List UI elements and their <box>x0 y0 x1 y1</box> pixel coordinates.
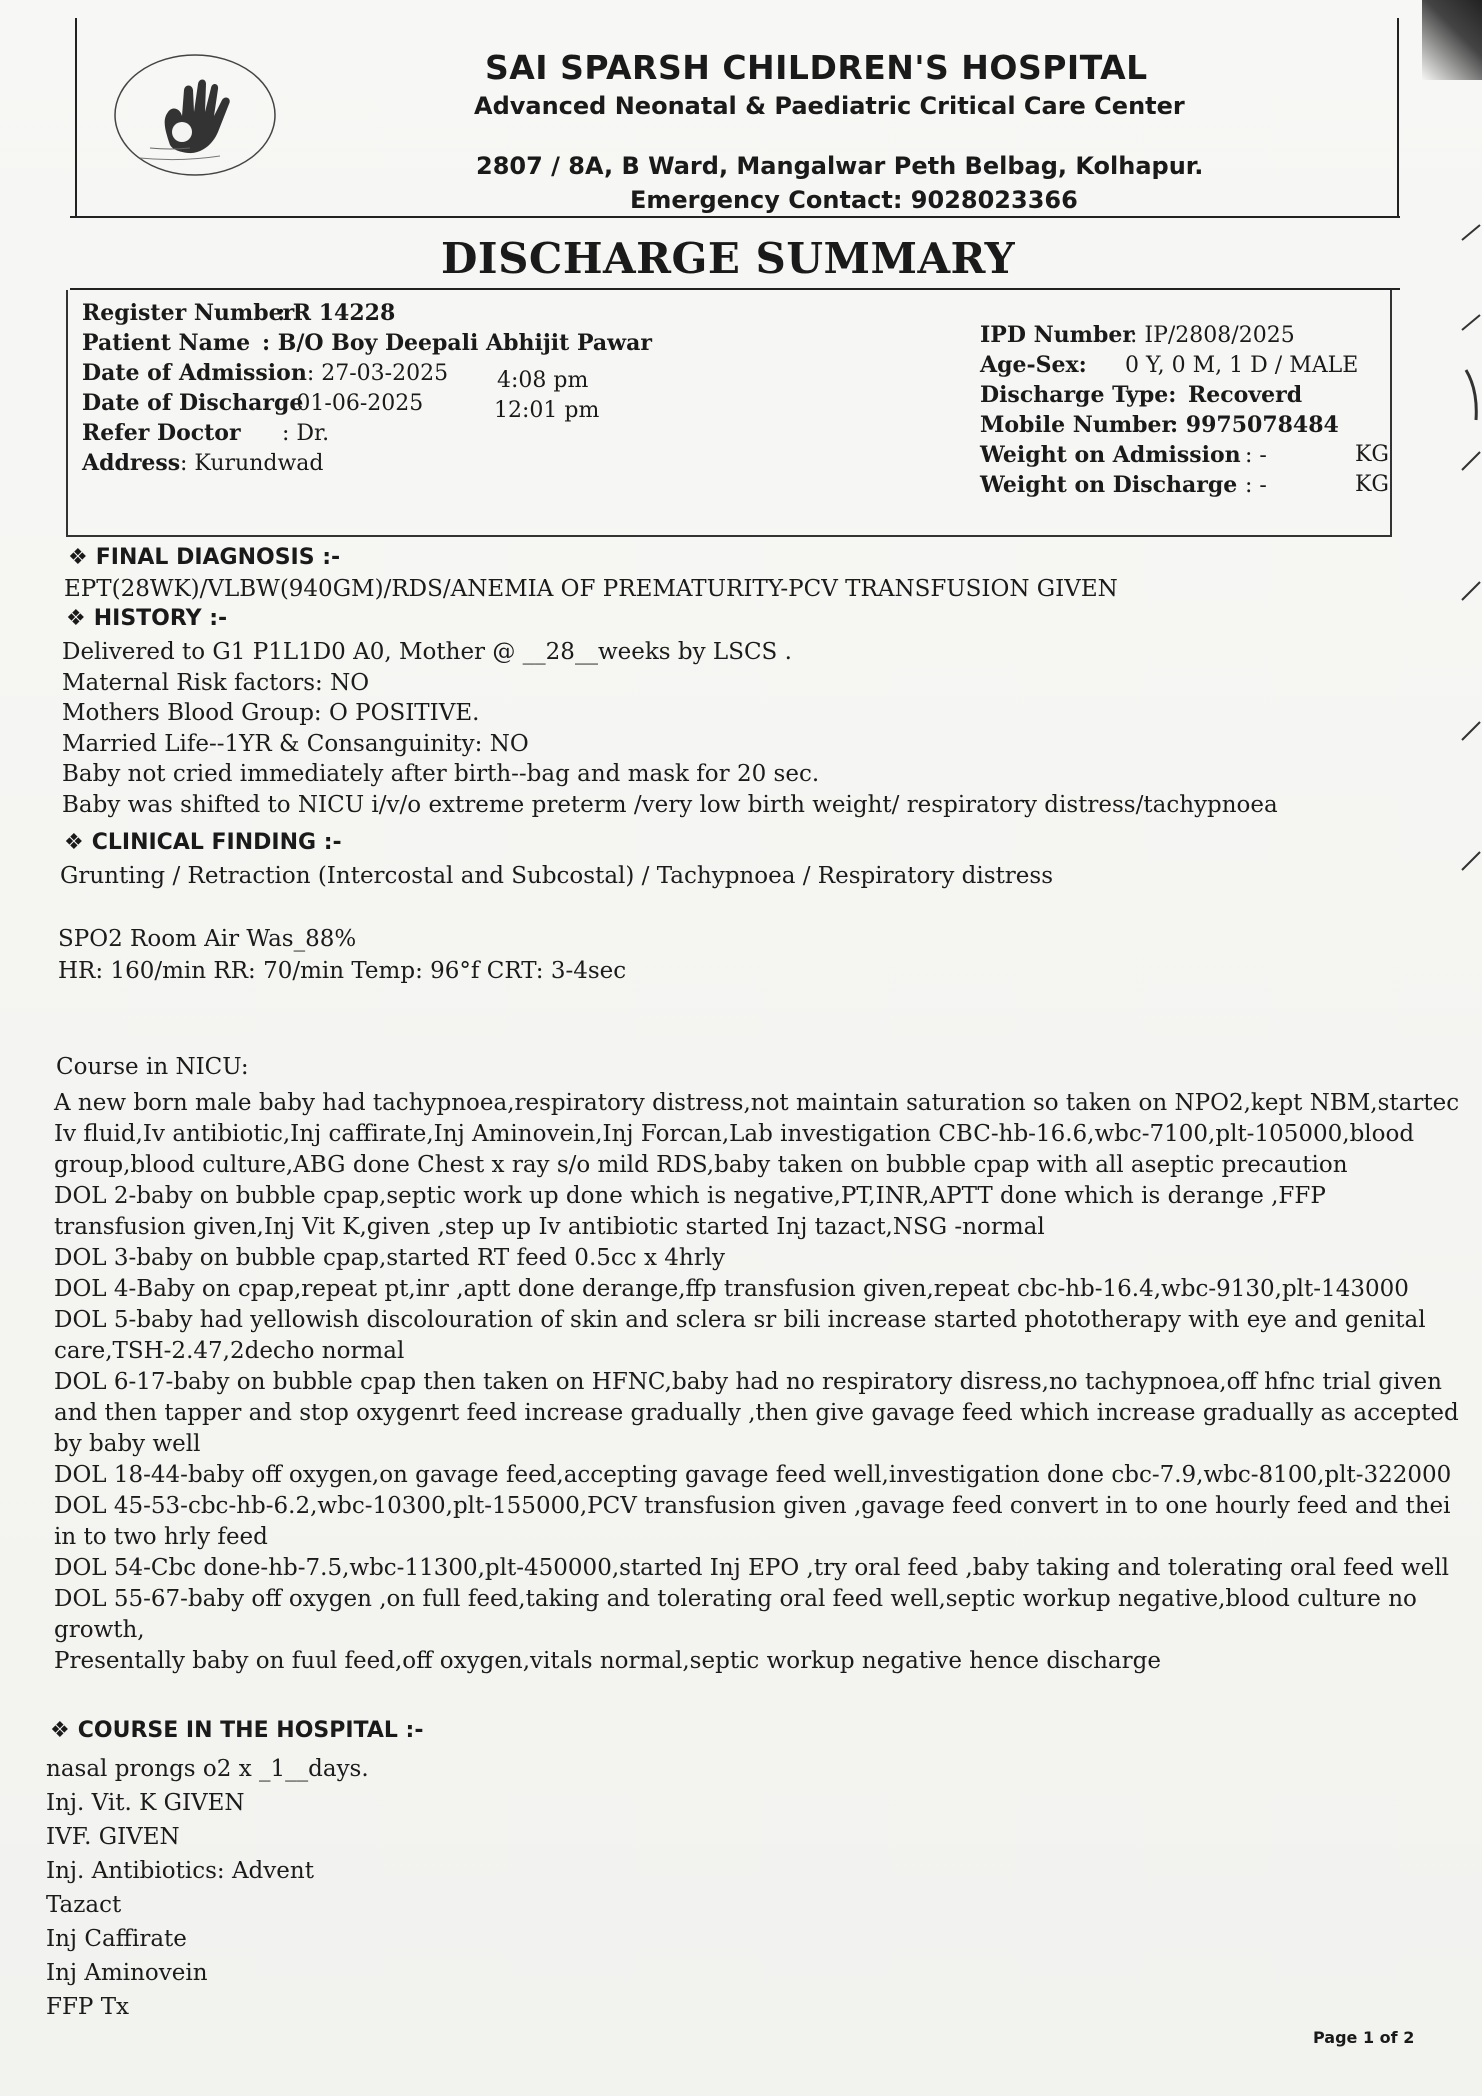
hospital-course-heading <box>50 1718 423 1743</box>
nicu-line: in to two hrly feed <box>54 1524 268 1550</box>
history-line: Married Life--1YR & Consanguinity: NO <box>62 730 529 757</box>
age-sex-row <box>980 350 1358 380</box>
emergency-contact: Emergency Contact: 9028023366 <box>630 186 1078 214</box>
diamond-bullet-icon: ❖ <box>68 545 88 570</box>
weight-admission-unit: KG <box>1355 442 1390 467</box>
nicu-line: DOL 55-67-baby off oxygen ,on full feed,taking and tolerating oral feed well,septic workup negative,blood culture no <box>54 1586 1417 1612</box>
course-line: Tazact <box>46 1892 122 1918</box>
course-line: FFP Tx <box>46 1994 130 2020</box>
hospital-name: SAI SPARSH CHILDREN'S HOSPITAL <box>485 48 1148 87</box>
weight-admission-label: Weight on Admission <box>980 442 1241 468</box>
patient-info-left <box>82 298 652 478</box>
ipd-number-label: IPD Number <box>980 322 1134 348</box>
nicu-course-lines <box>54 1088 1459 1677</box>
nicu-line: Iv fluid,Iv antibiotic,Inj caffirate,Inj Aminovein,Inj Forcan,Lab investigation CBC-hb-16.6,wbc-7100,plt-105000,blood <box>54 1121 1415 1147</box>
nicu-line: care,TSH-2.47,2decho normal <box>54 1338 405 1364</box>
diamond-bullet-icon: ❖ <box>50 1718 70 1743</box>
clinical-finding-heading-text: CLINICAL FINDING :- <box>91 830 342 855</box>
age-sex-value: 0 Y, 0 M, 1 D / MALE <box>1125 353 1359 378</box>
vitals-text: HR: 160/min RR: 70/min Temp: 96°f CRT: 3-4sec <box>58 958 627 984</box>
weight-discharge-unit: KG <box>1355 472 1390 497</box>
weight-admission-value: : - <box>1245 443 1267 468</box>
nicu-line: and then tapper and stop oxygenrt feed increase gradually ,then give gavage feed which increase gradually as accepted <box>54 1400 1459 1426</box>
weight-discharge-row <box>980 470 1390 500</box>
nicu-line: DOL 54-Cbc done-hb-7.5,wbc-11300,plt-450000,started Inj EPO ,try oral feed ,baby taking and tolerating oral feed well <box>54 1555 1450 1581</box>
clinical-finding-text: Grunting / Retraction (Intercostal and Subcostal) / Tachypnoea / Respiratory distress <box>60 863 1054 889</box>
spo2-text: SPO2 Room Air Was_88% <box>58 926 357 952</box>
history-line: Baby was shifted to NICU i/v/o extreme preterm /very low birth weight/ respiratory distress/tachypnoea <box>62 791 1278 818</box>
patient-name-label: Patient Name <box>82 330 251 356</box>
nicu-line: DOL 4-Baby on cpap,repeat pt,inr ,aptt done derange,ffp transfusion given,repeat cbc-hb-16.4,wbc-9130,plt-143000 <box>54 1276 1409 1302</box>
history-line: Maternal Risk factors: NO <box>62 669 370 696</box>
discharge-date-label: Date of Discharge <box>82 390 304 416</box>
mobile-number-value: : 9975078484 <box>1170 412 1339 438</box>
weight-discharge-value: : - <box>1245 473 1267 498</box>
final-diagnosis-text: EPT(28WK)/VLBW(940GM)/RDS/ANEMIA OF PREMATURITY-PCV TRANSFUSION GIVEN <box>64 576 1118 602</box>
diamond-bullet-icon: ❖ <box>64 830 84 855</box>
nicu-line: group,blood culture,ABG done Chest x ray s/o mild RDS,baby taken on bubble cpap with all aseptic precaution <box>54 1152 1348 1178</box>
clinical-finding-heading <box>64 830 342 855</box>
course-line: Inj. Antibiotics: Advent <box>46 1858 314 1884</box>
admission-time: 4:08 pm <box>497 368 589 393</box>
nicu-line: DOL 45-53-cbc-hb-6.2,wbc-10300,plt-155000,PCV transfusion given ,gavage feed convert in to one hourly feed and thei <box>54 1493 1451 1519</box>
discharge-type-row <box>980 380 1358 410</box>
register-number-label: Register Number <box>82 300 295 326</box>
address-value: : Kurundwad <box>180 451 324 476</box>
nicu-line: DOL 2-baby on bubble cpap,septic work up done which is negative,PT,INR,APTT done which is derange ,FFP <box>54 1183 1326 1209</box>
history-heading <box>66 606 227 631</box>
address-label: Address <box>82 450 181 476</box>
course-line: Inj Caffirate <box>46 1926 187 1952</box>
discharge-date-row <box>82 388 652 423</box>
hospital-course-heading-text: COURSE IN THE HOSPITAL :- <box>77 1718 424 1743</box>
patient-info-right <box>980 320 1390 500</box>
history-line: Baby not cried immediately after birth--bag and mask for 20 sec. <box>62 761 820 787</box>
ipd-number-value: : IP/2808/2025 <box>1130 323 1295 348</box>
register-number-value: : R 14228 <box>277 300 396 326</box>
nicu-line: DOL 3-baby on bubble cpap,started RT feed 0.5cc x 4hrly <box>54 1245 726 1271</box>
patient-name-value: : B/O Boy Deepali Abhijit Pawar <box>262 330 652 356</box>
discharge-type-value: Recoverd <box>1188 382 1303 408</box>
admission-date-value: : 27-03-2025 <box>306 361 449 386</box>
discharge-type-label: Discharge Type: <box>980 382 1177 408</box>
nicu-line: Presentally baby on fuul feed,off oxygen,vitals normal,septic workup negative hence discharge <box>54 1648 1161 1674</box>
register-number-row <box>82 298 652 328</box>
refer-doctor-label: Refer Doctor <box>82 420 241 446</box>
admission-date-label: Date of Admission <box>82 360 307 386</box>
course-line: nasal prongs o2 x _1__days. <box>46 1756 369 1782</box>
mobile-number-row <box>980 410 1358 440</box>
history-line: Mothers Blood Group: O POSITIVE. <box>62 700 480 726</box>
document-title: DISCHARGE SUMMARY <box>441 234 1016 283</box>
admission-date-row <box>82 358 652 393</box>
history-line: Delivered to G1 P1L1D0 A0, Mother @ __28__weeks by LSCS . <box>62 639 792 665</box>
weight-discharge-label: Weight on Discharge <box>980 472 1238 498</box>
course-line: Inj Aminovein <box>46 1960 208 1986</box>
discharge-date-value: : 01-06-2025 <box>282 391 424 416</box>
ipd-number-row <box>980 320 1358 350</box>
address-row <box>82 448 652 478</box>
scan-edge <box>1422 0 1482 80</box>
hospital-subtitle: Advanced Neonatal & Paediatric Critical Care Center <box>474 92 1185 120</box>
patient-name-row <box>82 328 652 358</box>
nicu-line: transfusion given,Inj Vit K,given ,step up Iv antibiotic started Inj tazact,NSG -normal <box>54 1214 1045 1240</box>
hospital-address: 2807 / 8A, B Ward, Mangalwar Peth Belbag, Kolhapur. <box>476 152 1204 180</box>
nicu-line: A new born male baby had tachypnoea,respiratory distress,not maintain saturation so taken on NPO2,kept NBM,startec <box>54 1090 1460 1116</box>
course-line: Inj. Vit. K GIVEN <box>46 1790 245 1816</box>
nicu-course-heading: Course in NICU: <box>56 1054 249 1080</box>
nicu-line: DOL 6-17-baby on bubble cpap then taken on HFNC,baby had no respiratory disress,no tachypnoea,off hfnc trial given <box>54 1369 1442 1395</box>
refer-doctor-row <box>82 418 652 448</box>
scan-margin-marks <box>1442 220 1482 1820</box>
nicu-line: by baby well <box>54 1431 201 1457</box>
nicu-line: growth, <box>54 1617 145 1643</box>
discharge-time: 12:01 pm <box>494 398 600 423</box>
diamond-bullet-icon: ❖ <box>66 606 86 631</box>
final-diagnosis-heading <box>68 545 340 570</box>
history-lines <box>62 637 1278 820</box>
course-line: IVF. GIVEN <box>46 1824 180 1850</box>
history-heading-text: HISTORY :- <box>93 606 228 631</box>
mobile-number-label: Mobile Number <box>980 412 1174 438</box>
hospital-course-lines <box>46 1752 369 2024</box>
final-diagnosis-heading-text: FINAL DIAGNOSIS :- <box>95 545 341 570</box>
nicu-line: DOL 5-baby had yellowish discolouration of skin and sclera sr bili increase started phototherapy with eye and genital <box>54 1307 1426 1333</box>
weight-admission-row <box>980 440 1390 470</box>
page-number: Page 1 of 2 <box>1313 2028 1415 2047</box>
nicu-line: DOL 18-44-baby off oxygen,on gavage feed,accepting gavage feed well,investigation done cbc-7.9,wbc-8100,plt-322000 <box>54 1462 1452 1488</box>
refer-doctor-value: : Dr. <box>282 421 330 446</box>
hospital-logo-icon <box>110 50 280 180</box>
age-sex-label: Age-Sex: <box>980 352 1087 378</box>
